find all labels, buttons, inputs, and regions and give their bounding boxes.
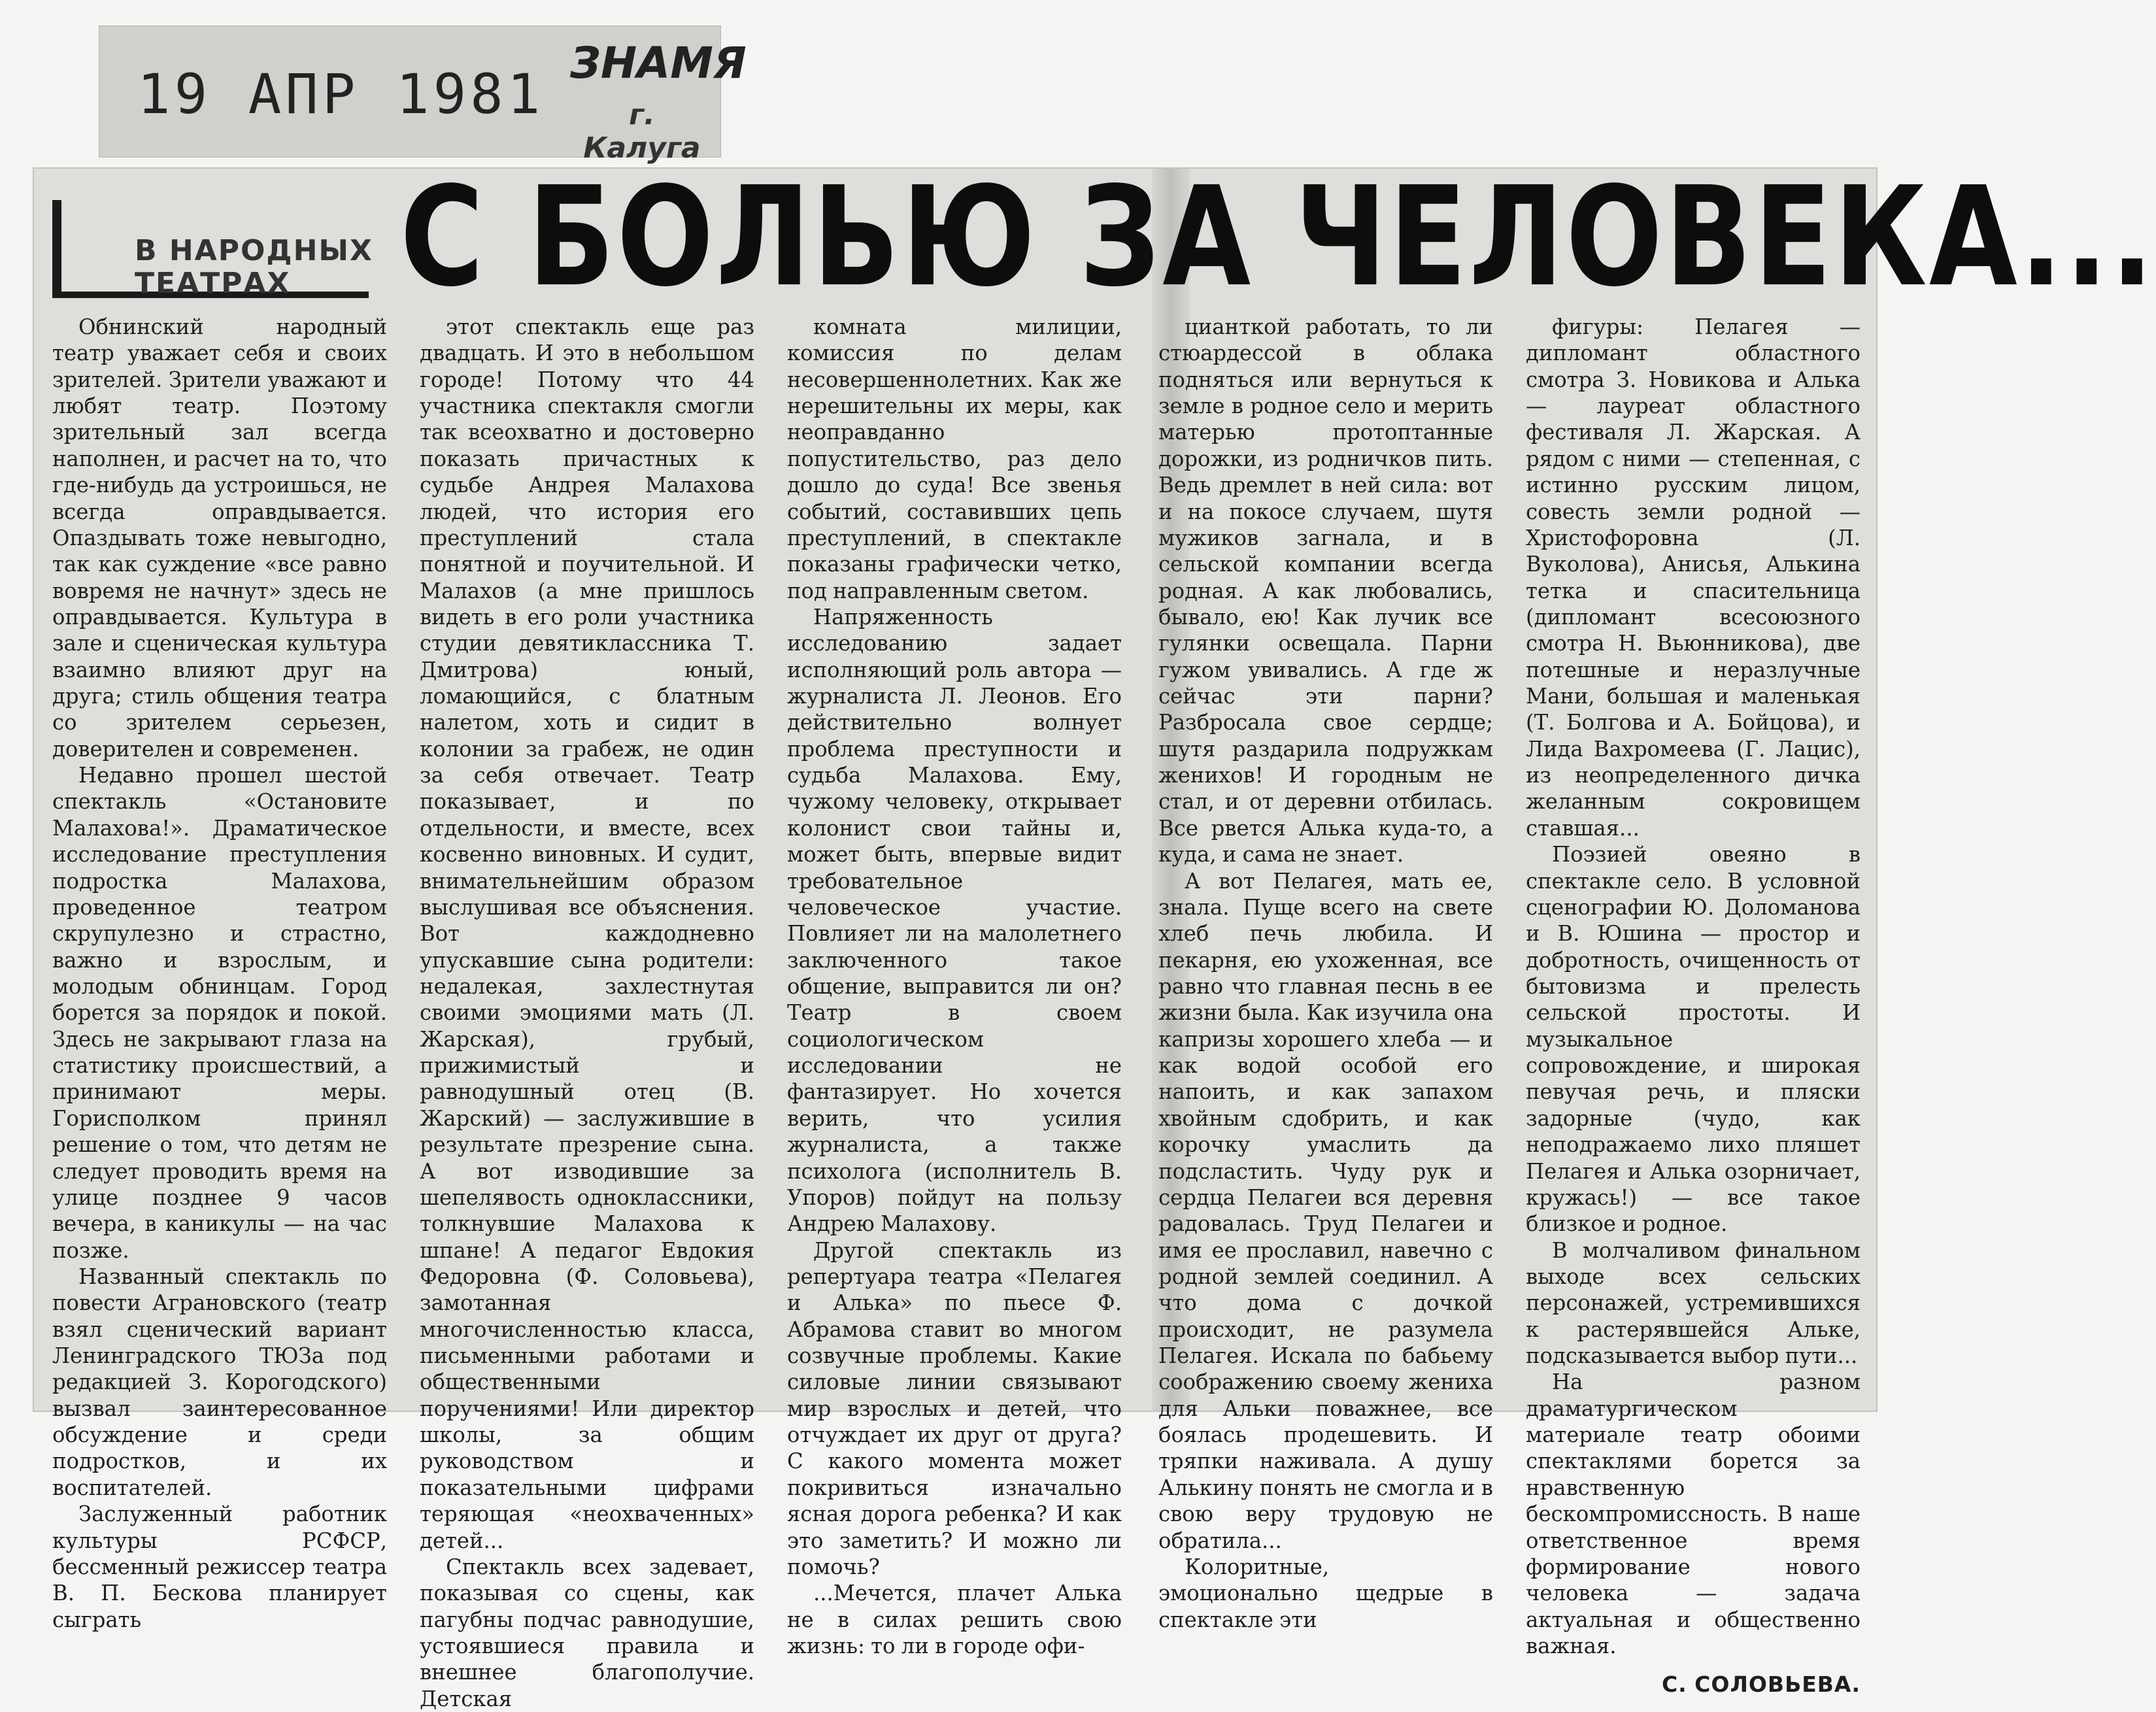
clipping-stamp [99, 26, 747, 165]
paragraph: комната милиции, комиссия по делам несовершеннолетних. Как же нерешительны их меры, как неоправданно попустительство, раз дело дошло до суда! Все звенья событий, составивших цепь преступлений, в спектакле показаны графически четко, под направленным светом. [787, 314, 1122, 603]
stamp-city: г. Калуга [583, 98, 701, 165]
paragraph: Напряженность исследованию задает исполняющий роль автора — журналиста Л. Леонов. Его действительно волнует проблема преступности и судьба Малахова. Ему, чужому человеку, открывает колонист свои тайны и, может быть, впервые видит требовательное человеческое участие. Повлияет ли на малолетнего заключенного такое общение, выправится ли он? Театр в своем социологическом исследовании не фантазирует. Но хочется верить, что усилия журналиста, а также психолога (исполнитель В. Упоров) пойдут на пользу Андрею Малахову. [787, 604, 1122, 1237]
article-headline: С БОЛЬЮ ЗА ЧЕЛОВЕКА... [400, 157, 2156, 317]
paragraph: Поэзией овеяно в спектакле село. В условной сценографии Ю. Доломанова и В. Юшина — простор и добротность, очищенность от бытовизма и прелесть сельской простоты. И музыкальное сопровождение, и широкая певучая речь, и пляски задорные (чудо, как неподражаемо лихо пляшет Пелагея и Алька озорничает, кружась!) — все такое близкое и родное. [1526, 842, 1861, 1237]
paragraph: этот спектакль еще раз двадцать. И это в небольшом городе! Потому что 44 участника спектакля смогли так всеохватно и достоверно показать причастных к судьбе Андрея Малахова людей, что история его преступлений стала понятной и поучительной. И Малахов (а мне пришлось видеть в его роли участника студии девятиклассника Т. Дмитрова) юный, ломающийся, с блатным налетом, хоть и сидит в колонии за грабеж, не один за себя отвечает. Театр показывает, и по отдельности, и вместе, всех косвенно виновных. И судит, внимательнейшим образом выслушивая все объяснения. Вот каждодневно упускавшие сына родители: недалекая, захлестнутая своими эмоциями мать (Л. Жарская), грубый, прижимистый и равнодушный отец (В. Жарский) — заслужившие в результате презрение сына. А вот изводившие за шепелявость одноклассники, толкнувшие Малахова к шпане! А педагог Евдокия Федоровна (Ф. Соловьева), замотанная многочисленностью класса, письменными работами и общественными поручениями! Или директор школы, за общим руководством и показательными цифрами теряющая «неохваченных» детей... [420, 314, 754, 1553]
paragraph: Заслуженный работник культуры РСФСР, бессменный режиссер театра В. П. Бескова планирует сыграть [52, 1502, 387, 1632]
paragraph: Обнинский народный театр уважает себя и своих зрителей. Зрители уважают и любят театр. Поэтому зрительный зал всегда наполнен, и расчет на то, что где-нибудь да устроишься, не всегда оправдывается. Опаздывать тоже невыгодно, так как суждение «все равно вовремя не начнут» здесь не оправдывается. Культура в зале и сценическая культура взаимно влияют друг на друга; стиль общения театра со зрителем серьезен, доверителен и современен. [52, 314, 387, 762]
paragraph: Другой спектакль из репертуара театра «Пелагея и Алька» по пьесе Ф. Абрамова ставит во многом созвучные проблемы. Какие силовые линии связывают мир взрослых и детей, что отчуждает их друг от друга? С какого момента может покривиться изначально ясная дорога ребенка? И как это заметить? И можно ли помочь? [787, 1237, 1122, 1579]
paragraph: На разном драматургическом материале театр обоими спектаклями борется за нравственную бескомпромиссность. В наше ответственное время формирование нового человека — задача актуальная и общественно важная. [1526, 1369, 1861, 1658]
article-column-1 [52, 314, 387, 1632]
paragraph: цианткой работать, то ли стюардессой в облака подняться или вернуться к земле в родное село и мерить матерью протоптанные дорожки, из родничков пить. Ведь дремлет в ней сила: вот и на покосе случаем, шутя мужиков загнала, и в сельской компании всегда родная. А как любовались, бывало, ею! Как лучик все гулянки освещала. Парни гужом увивались. А где ж сейчас эти парни? Разбросала свое сердце; шутя раздарила подружкам женихов! И городным не стал, и от деревни отбилась. Все рвется Алька куда-то, а куда, и сама не знает. [1158, 314, 1493, 867]
stamp-date: 19 АПР 1981 [137, 62, 545, 126]
article-column-5 [1526, 314, 1861, 1698]
paragraph: Спектакль всех задевает, показывая со сцены, как пагубны подчас равнодушие, устоявшиеся правила и внешнее благополучие. Детская [420, 1554, 754, 1711]
rubric-box [52, 200, 373, 300]
newspaper-clipping [34, 157, 2156, 1711]
rubric-line-2: ТЕАТРАХ [135, 267, 291, 300]
paragraph: Недавно прошел шестой спектакль «Остановите Малахова!». Драматическое исследование преступления подростка Малахова, проведенное театром скрупулезно и страстно, важно и взрослым, и молодым обнинцам. Город борется за порядок и покой. Здесь не закрывают глаза на статистику происшествий, а принимают меры. Горисполком принял решение о том, что детям не следует проводить время на улице позднее 9 часов вечера, в каникулы — на час позже. [52, 763, 387, 1263]
article-column-3 [787, 314, 1122, 1658]
paragraph: фигуры: Пелагея — дипломант областного смотра З. Новикова и Алька — лауреат областного фестиваля Л. Жарская. А рядом с ними — степенная, с истинно русским лицом, совесть земли родной — Христофоровна (Л. Вуколова), Анисья, Алькина тетка и спасительница (дипломант всесоюзного смотра Н. Вьюнникова), две потешные и неразлучные Мани, большая и маленькая (Т. Болгова и А. Бойцова), и Лида Вахромеева (Г. Лацис), из неопределенного дичка желанным сокровищем ставшая... [1526, 314, 1861, 841]
paragraph: Колоритные, эмоционально щедрые в спектакле эти [1158, 1554, 1493, 1632]
paragraph: А вот Пелагея, мать ее, знала. Пуще всего на свете хлеб печь любила. И пекарня, ею ухоженная, все равно что главная песнь в ее жизни была. Как изучила она капризы хорошего хлеба — и как водой особой его напоить, и как запахом хвойным сдобрить, и как корочку умаслить да подсластить. Чуду рук и сердца Пелагеи вся деревня радовалась. Труд Пелагеи и имя ее прославил, навечно с родной землей соединил. А что дома с дочкой происходит, не разумела Пелагея. Искала по бабьему соображению своему жениха для Альки поважнее, все боялась продешевить. И тряпки наживала. А душу Алькину понять не смогла и в свою веру трудовую не обратила... [1158, 868, 1493, 1553]
article-column-4 [1158, 314, 1493, 1632]
paragraph: ...Мечется, плачет Алька не в силах решить свою жизнь: то ли в городе офи- [787, 1581, 1122, 1658]
stamp-newspaper-name: ЗНАМЯ [570, 38, 747, 88]
article-column-2 [420, 314, 754, 1711]
paragraph: Названный спектакль по повести Аграновского (театр взял сценический вариант Ленинградского ТЮЗа под редакцией З. Корогодского) вызвал заинтересованное обсуждение и среди подростков, и их воспитателей. [52, 1264, 387, 1500]
author-signature: С. СОЛОВЬЕВА. [1661, 1671, 1861, 1698]
rubric-line-1: В НАРОДНЫХ [135, 234, 373, 267]
paragraph: В молчаливом финальном выходе всех сельских персонажей, устремившихся к растерявшейся Альке, подсказывается выбор пути... [1526, 1237, 1861, 1369]
